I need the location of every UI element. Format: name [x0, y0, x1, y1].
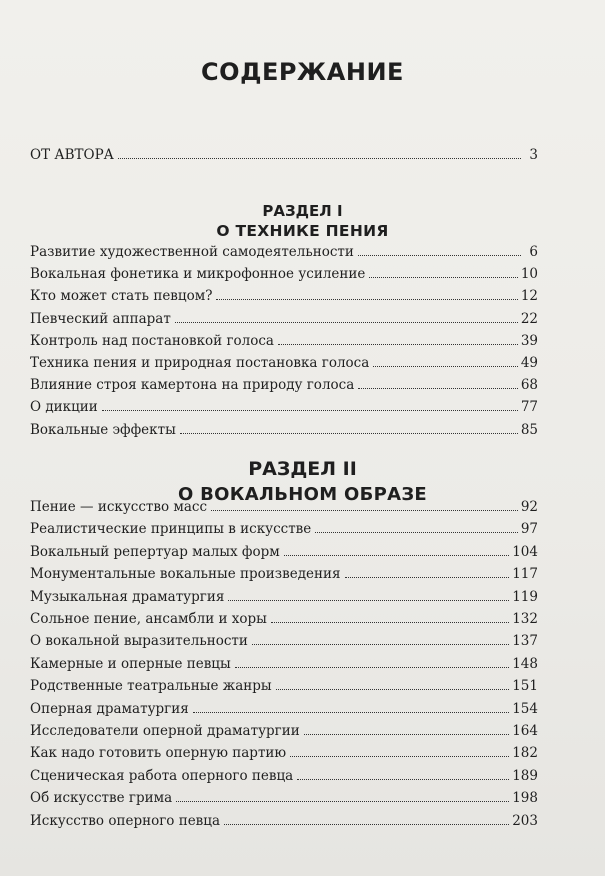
dot-leader: [118, 157, 521, 159]
toc-entry-page: 189: [512, 767, 538, 784]
dot-leader: [276, 688, 510, 690]
toc-entry: [30, 421, 538, 441]
toc-entry-label: О дикции: [30, 399, 98, 416]
toc-entry-label: Как надо готовить оперную партию: [30, 745, 287, 762]
toc-entry-page: 85: [520, 421, 538, 438]
dot-leader: [228, 599, 509, 601]
toc-entry: [30, 588, 538, 608]
toc-entry-label: Исследователи оперной драматургии: [30, 723, 300, 739]
section-1-header: [0, 202, 605, 240]
section-1-subheading: О ТЕХНИКЕ ПЕНИЯ: [216, 222, 389, 240]
dot-leader: [315, 531, 518, 533]
toc-entry-label: Сценическая работа оперного певца: [30, 767, 294, 784]
toc-entry-label: Искусство оперного певца: [30, 812, 221, 829]
toc-entry-label: Вокальный репертуар малых форм: [30, 543, 280, 560]
dot-leader: [193, 711, 509, 713]
dot-leader: [358, 254, 521, 256]
toc-entry-label: Камерные и оперные певцы: [30, 655, 231, 672]
toc-entry: [30, 677, 538, 697]
toc-entry-page: 182: [512, 745, 538, 762]
toc-entry: [30, 565, 538, 585]
toc-entry: [30, 655, 538, 675]
toc-entry-page: 132: [512, 611, 538, 627]
toc-entry: [30, 310, 538, 330]
section-2-heading: РАЗДЕЛ II: [248, 458, 357, 480]
dot-leader: [373, 365, 518, 367]
dot-leader: [252, 643, 509, 645]
toc-entry-page: 77: [520, 399, 538, 416]
dot-leader: [235, 666, 509, 668]
toc-entry: [30, 632, 538, 652]
page-title: СОДЕРЖАНИЕ: [201, 58, 404, 86]
toc-entry-page: 104: [512, 543, 538, 560]
dot-leader: [216, 298, 517, 300]
toc-entry-page: 97: [520, 521, 538, 538]
toc-entry-label: Певческий аппарат: [30, 310, 171, 327]
toc-entry-label: Развитие художественной самодеятельности: [30, 244, 354, 260]
toc-entry-page: 49: [520, 355, 538, 371]
toc-entry-label: Монументальные вокальные произведения: [30, 566, 341, 583]
toc-entry-intro: [30, 146, 538, 166]
toc-entry-page: 92: [520, 499, 538, 515]
toc-entry-label: Вокальная фонетика и микрофонное усиление: [30, 266, 366, 283]
dot-leader: [304, 733, 510, 735]
toc-entry: [30, 398, 538, 418]
toc-entry-page: 3: [529, 147, 538, 163]
toc-entry-page: 148: [512, 655, 538, 672]
dot-leader: [358, 387, 518, 389]
toc-entry: [30, 722, 538, 742]
toc-entry: [30, 700, 538, 720]
toc-entry-label: Кто может стать певцом?: [30, 288, 213, 305]
dot-leader: [176, 800, 509, 802]
toc-entry: [30, 767, 538, 787]
section-2-subheading: О ВОКАЛЬНОМ ОБРАЗЕ: [177, 484, 428, 505]
toc-entry-page: 68: [520, 377, 538, 394]
dot-leader: [369, 276, 517, 278]
toc-entry-label: Вокальные эффекты: [30, 421, 176, 438]
toc-entry: [30, 265, 538, 285]
dot-leader: [180, 432, 518, 434]
toc-entry-page: 117: [512, 566, 538, 583]
toc-entry-label: Сольное пение, ансамбли и хоры: [30, 611, 267, 627]
dot-leader: [224, 823, 509, 825]
toc-entry-label: Об искусстве грима: [30, 790, 173, 807]
toc-entry-page: 203: [512, 812, 538, 829]
toc-entry-page: 137: [512, 633, 538, 650]
toc-entry-page: 12: [520, 288, 538, 305]
toc-entry-label: Пение — искусство масс: [30, 499, 208, 515]
toc-entry-label: Музыкальная драматургия: [30, 588, 225, 605]
toc-entry-page: 198: [512, 790, 538, 807]
toc-entry: [30, 610, 538, 630]
toc-entry-label: О вокальной выразительности: [30, 633, 248, 650]
toc-entry-page: 119: [512, 588, 538, 605]
toc-entry-label: Родственные театральные жанры: [30, 678, 272, 695]
toc-entry-page: 164: [512, 723, 538, 739]
toc-entry: [30, 287, 538, 307]
toc-entry: [30, 520, 538, 540]
toc-entry: [30, 498, 538, 518]
toc-entry: [30, 243, 538, 263]
dot-leader: [102, 409, 518, 411]
toc-entry-label: Реалистические принципы в искусстве: [30, 521, 312, 538]
toc-entry-page: 22: [520, 310, 538, 327]
toc-entry-label: Влияние строя камертона на природу голоса: [30, 377, 355, 394]
toc-entry-page: 154: [512, 700, 538, 717]
toc-entry: [30, 744, 538, 764]
dot-leader: [297, 778, 509, 780]
dot-leader: [175, 321, 518, 323]
toc-entry: [30, 812, 538, 832]
toc-entry-page: 10: [520, 266, 538, 283]
dot-leader: [271, 621, 509, 623]
dot-leader: [278, 343, 518, 345]
toc-entry-label: ОТ АВТОРА: [30, 147, 114, 163]
toc-entry: [30, 354, 538, 374]
toc-entry: [30, 376, 538, 396]
dot-leader: [211, 509, 518, 511]
toc-entry-page: 39: [520, 332, 538, 349]
toc-entry-page: 6: [529, 244, 538, 260]
toc-entry-label: Контроль над постановкой голоса: [30, 332, 274, 349]
section-1-heading: РАЗДЕЛ I: [262, 202, 343, 220]
toc-entry: [30, 789, 538, 809]
dot-leader: [290, 755, 509, 757]
toc-entry-label: Техника пения и природная постановка голоса: [30, 355, 370, 371]
toc-entry-label: Оперная драматургия: [30, 700, 189, 717]
toc-entry-page: 151: [512, 678, 538, 695]
dot-leader: [345, 576, 510, 578]
toc-entry: [30, 332, 538, 352]
toc-entry: [30, 543, 538, 563]
dot-leader: [284, 554, 509, 556]
